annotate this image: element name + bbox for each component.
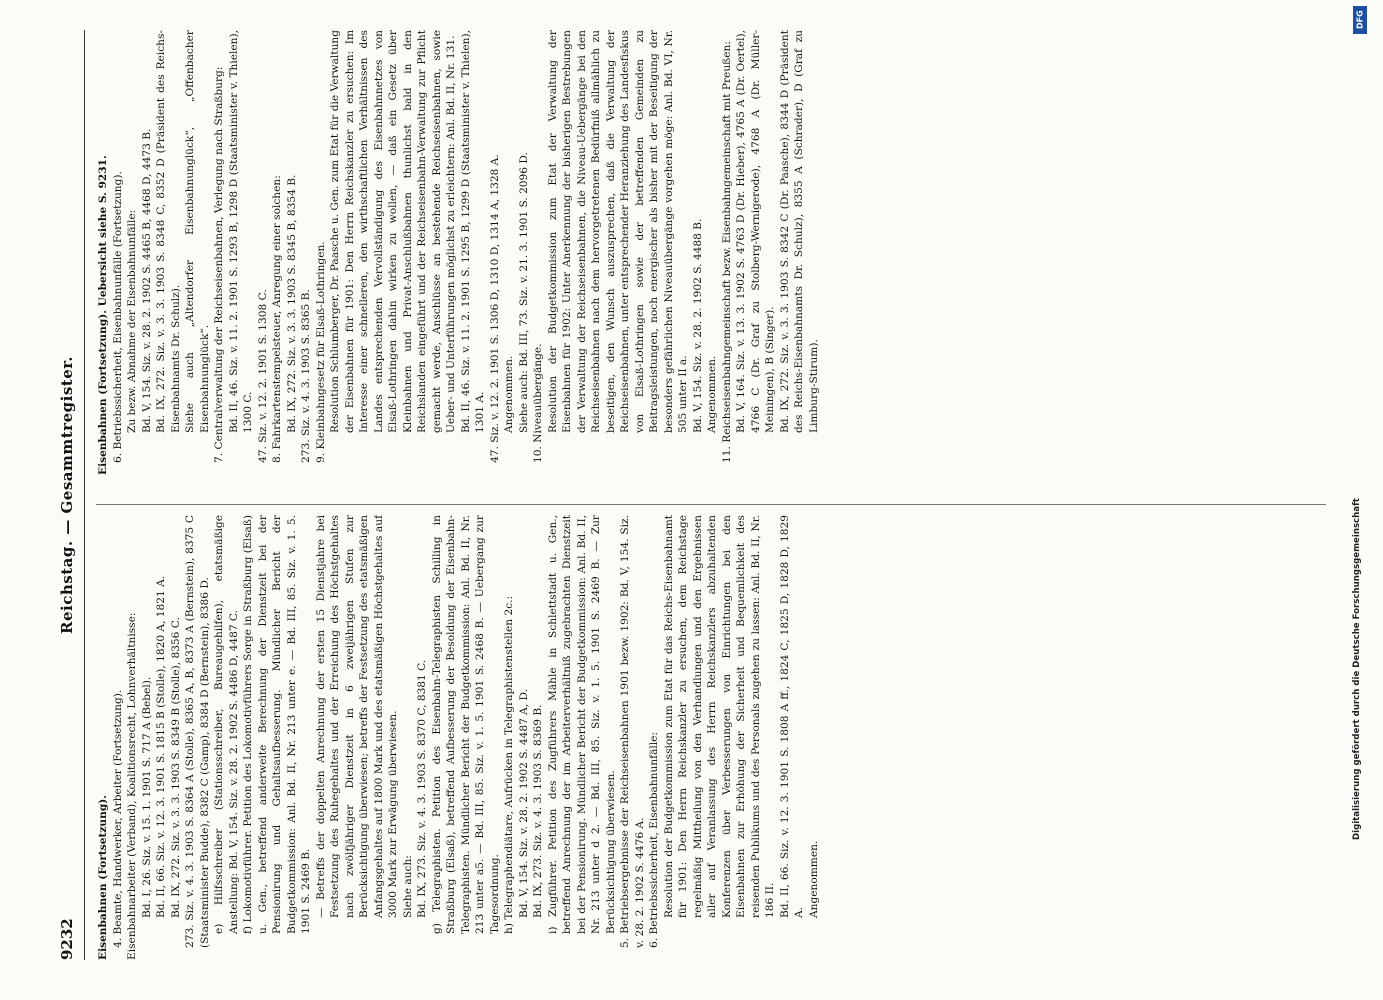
register-entry: i) Zugführer. Petition des Zugführers Mähle in Schlettstadt u. Gen., betreffend Anrechnung der im Arbeiterverhältniß zugebrachten Dienstzeit bei der Pensionirung. Mündlicher Bericht der Budgetkommission: Anl. Bd. II, Nr. 213 unter d 2. — Bd. III, 85. Siz. v. 1. 5. 1901 S. 2469 B. — Zur Berücksichtigung überwiesen. (546, 515, 617, 934)
register-entry: 6. Betriebssicherheit, Eisenbahnunfälle (Fortsetzung). (111, 171, 124, 463)
page-number: 9232 (58, 918, 76, 960)
register-entry: Siehe auch: (401, 855, 414, 918)
register-entry: 47. Siz. v. 12. 2. 1901 S. 1306 D, 1310 D, 1314 A, 1328 A. (488, 154, 501, 463)
register-entry: Bd. IX, 272. Siz. v. 3. 3. 1903 S. 8349 B (Stolle), 8356 C. (169, 617, 182, 918)
register-entry: Eisenbahnarbeiter (Verband), Koalitionsrecht, Lohnverhältnisse: (126, 612, 138, 960)
register-entry: h) Telegraphendiätare, Aufrücken in Telegraphistenstellen 2c.: (503, 595, 515, 934)
register-entry: 273. Siz. v. 4. 3. 1903 S. 8365 B. (300, 289, 312, 463)
register-entry: Bd. IX, 273. Siz. v. 4. 3. 1903 S. 8369 B. (532, 704, 544, 918)
running-title: Reichstag. — Gesammtregister. (58, 356, 76, 634)
register-entry: Bd. IX, 272. Siz. v. 3. 3. 1903 S. 8342 C (Dr. Paasche), 8344 D (Präsident des Reichs-Eisenbahnamts Dr. Schulz), 8355 A (Schrader), D (Graf zu Limburg-Stirum). (778, 30, 820, 433)
register-entry: f) Lokomotivführer. Petition des Lokomotivführers Sorge in Straßburg (Elsaß) u. Gen., betreffend anderweite Berechnung der Dienstzeit bei der Pensionirung und Gehaltsaufbesserung. Mündlicher Bericht der Budgetkommission: Anl. Bd. II, Nr. 213 unter e. — Bd. III, 85. Siz. v. 1. 5. 1901 S. 2469 B. (242, 515, 312, 934)
register-entry: 10. Niveauübergänge. (532, 343, 544, 463)
register-entry: Bd. V, 164. Siz. v. 13. 3. 1902 S. 4763 D (Dr. Hieber), 4765 A (Dr. Oertel), 4766 C (Dr. Graf zu Stolberg-Wernigerode), 4768 A (Dr. Müller-Meiningen), B (Singer). (735, 30, 776, 433)
register-entry: 273. Siz. v. 4. 3. 1903 S. 8364 A (Stolle), 8365 A, B, 8373 A (Bernstein), 8375 C (Staatsminister Budde), 8382 C (Gamp), 8384 D (Bernstein), 8386 D. (184, 515, 211, 948)
register-entry: Angenommen. (807, 840, 820, 918)
register-entry: Siehe auch „Altendorfer Eisenbahnunglück“, „Offenbacher Eisenbahnunglück“. (184, 30, 211, 433)
register-entry: g) Telegraphisten. Petition des Eisenbahn-Telegraphisten Schilling in Straßburg (Elsaß), betreffend Aufbesserung der Besoldung der Eisenbahn-Telegraphisten. Mündlicher Bericht der Budgetkommission: Anl. Bd. II, Nr. 213 unter a5. — Bd. III, 85. Siz. v. 1. 5. 1901 S. 2468 B. — Uebergang zur Tagesordnung. (430, 515, 501, 934)
register-entry: Bd. II, 66. Siz. v. 12. 3. 1901 S. 1808 A ff., 1824 C, 1825 D, 1828 D, 1829 A. (778, 515, 805, 918)
register-entry: Bd. IX, 273. Siz. v. 4. 3. 1903 S. 8370 C, 8381 C. (416, 659, 428, 918)
register-entry: Eisenbahnen (Fortsetzung). (97, 795, 109, 960)
left-column (96, 515, 1326, 960)
page-header (58, 30, 78, 960)
dfg-logo: DFG (1353, 6, 1367, 34)
register-entry: Bd. II, 66. Siz. v. 12. 3. 1901 S. 1815 B (Stolle), 1820 A, 1821 A. (155, 575, 167, 918)
register-entry: Eisenbahnen (Fortsetzung). Uebersicht siehe S. 9231. (97, 155, 109, 475)
register-entry: Angenommen. (503, 355, 515, 433)
register-entry: 47. Siz. v. 12. 2. 1901 S. 1308 C. (256, 289, 269, 463)
register-entry: Bd. II, 46. Siz. v. 11. 2. 1901 S. 1293 B, 1298 D (Staatsminister v. Thielen), 1300 C. (227, 30, 254, 433)
register-entry: Bd. V, 154. Siz. v. 28. 2. 1902 S. 4465 B, 4468 D, 4473 B. (140, 128, 153, 433)
header-rule (84, 30, 85, 960)
register-entry: Bd. V, 154. Siz. v. 28. 2. 1902 S. 4487 A, D. (517, 688, 530, 918)
register-entry: 11. Reichseisenbahngemeinschaft bezw. Eisenbahngemeinschaft mit Preußen: (720, 41, 733, 463)
register-entry: Bd. I, 26. Siz. v. 15. 1. 1901 S. 717 A (Bebel). (140, 676, 153, 918)
register-entry: 9. Kleinbahngesetz für Elsaß-Lothringen. (314, 241, 327, 463)
register-entry: Bd. V, 154. Siz. v. 28. 2. 1902 S. 4488 B. (691, 218, 704, 433)
register-entry: — Betreffs der doppelten Anrechnung der ersten 15 Dienstjahre bei Festsetzung des Ruhegehaltes und der Erreichung des Höchstgehaltes nach zwölfjähriger Dienstzeit in 6 zweijährigen Stufen zur Berücksichtigung überwiesen; betreffs der Festsetzung des etatsmäßigen Anfangsgehaltes auf 1800 Mark und des etatsmäßigen Höchstgehaltes auf 3000 Mark zur Erwägung überwiesen. (314, 515, 399, 918)
register-entry: 4. Beamte, Handwerker, Arbeiter (Fortsetzung). (111, 689, 124, 948)
register-entry: Siehe auch: Bd. III, 73. Siz. v. 21. 3. 1901 S. 2096 D. (517, 152, 530, 433)
register-entry: Resolution der Budgetkommission zum Etat für das Reichs-Eisenbahnamt für 1901: Den Herrn Reichskanzler zu ersuchen, dem Reichstage regelmäßig Mittheilung von den Verhandlungen und den Ergebnissen aller auf Veranlassung des Herrn Reichskanzlers abzuhaltenden Konferenzen über Verbesserungen von Einrichtungen bei den Eisenbahnen zur Erhöhung der Sicherheit und Bequemlichkeit des reisenden Publikums und des Personals zugehen zu lassen: Anl. Bd. II, Nr. 186 II. (662, 515, 776, 918)
right-column (96, 30, 1326, 475)
register-entry: Bd. II, 46. Siz. v. 11. 2. 1901 S. 1295 B, 1299 D (Staatsminister v. Thielen), 1301 A. (459, 30, 486, 433)
register-entry: Bd. IX, 272. Siz. v. 3. 3. 1903 S. 8348 C, 8352 D (Präsident des Reichs-Eisenbahnamts Dr. Schulz). (155, 30, 182, 433)
column-divider (96, 504, 1326, 505)
digitization-credit: Digitalisierung gefördert durch die Deutsche Forschungsgemeinschaft (1352, 498, 1362, 840)
register-entry: Resolution der Budgetkommission zum Etat der Verwaltung der Eisenbahnen für 1902: Unter Anerkennung der bisherigen Bestrebungen der Verwaltung der Reichseisenbahnen, die Niveau-Uebergänge bei den Reichseisenbahnen nach dem hervorgetretenen Bedürfniß allmählich zu beseitigen, den Wunsch auszusprechen, daß die Verwaltung der Reichseisenbahnen, unter entsprechender Heranziehung des Landesfiskus von Elsaß-Lothringen sowie der betreffenden Gemeinden zu Beitragsleistungen, noch energischer als bisher mit der Beseitigung der besonders gefährlichen Niveauübergänge vorgehen möge: Anl. Bd. VI, Nr. 505 unter II a. (546, 30, 689, 433)
register-entry: Resolution Schlumberger, Dr. Paasche u. Gen. zum Etat für die Verwaltung der Eisenbahnen für 1901: Den Herrn Reichskanzler zu ersuchen: Im Interesse einer schnelleren, den wirthschaftlichen Verhältnissen des Landes entsprechenden Vervollständigung des Eisenbahnnetzes von Elsaß-Lothringen dahin wirken zu wollen, — daß ein Gesetz über Kleinbahnen und Privat-Anschlußbahnen thunlichst bald in den Reichslanden eingeführt und der Reichseisenbahn-Verwaltung zur Pflicht gemacht werde, Anschlüsse an bestehende Reichseisenbahnen, sowie Ueber- und Unterführungen möglichst zu erleichtern: Anl. Bd. II, Nr. 131. (329, 30, 457, 433)
register-entry: 7. Centralverwaltung der Reichseisenbahnen, Verlegung nach Straßburg: (213, 66, 225, 463)
register-entry: 5. Betriebsergebnisse der Reichseisenbahnen 1901 bezw. 1902: Bd. V, 154. Siz. v. 28. 2. 1902 S. 4476 A. (619, 515, 646, 948)
register-entry: Bd. IX, 272. Siz. v. 3. 3. 1903 S. 8345 B, 8354 B. (285, 174, 298, 433)
register-entry: 8. Fahrkartenstempelsteuer, Anregung einer solchen: (271, 175, 283, 463)
register-entry: Zu bezw. Abnahme der Eisenbahnunfälle: (126, 209, 138, 433)
register-entry: Angenommen. (706, 355, 718, 433)
register-entry: 6. Betriebssicherheit, Eisenbahnunfälle: (648, 731, 660, 948)
register-entry: e) Hilfsschreiber (Stationsschreiber, Bureaugehilfen), etatsmäßige Anstellung: Bd. V, 154. Siz. v. 28. 2. 1902 S. 4486 D, 4487 C. (213, 515, 240, 934)
